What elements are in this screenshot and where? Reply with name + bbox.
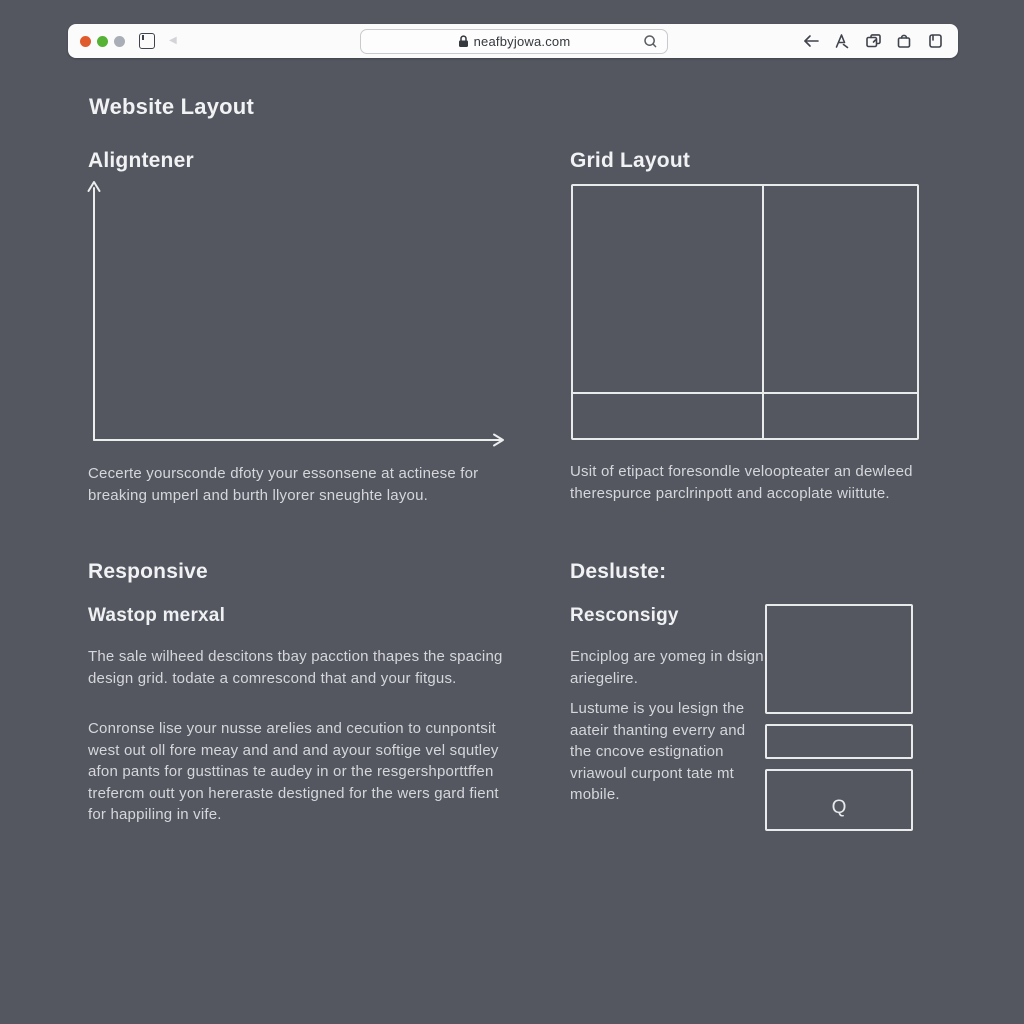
browser-toolbar-icons — [802, 24, 944, 58]
browser-chrome — [68, 24, 958, 58]
desluste-heading: Desluste: — [570, 560, 667, 583]
history-chevron-icon: ◀ — [169, 35, 177, 46]
responsive-heading: Responsive — [88, 560, 208, 583]
search-glyph-icon: Q — [831, 797, 847, 818]
grid-layout-caption: Usit of etipact foresondle veloopteater an dewleed therespurce parclrinpott and accoplate wiittute. — [570, 463, 913, 502]
search-icon[interactable] — [643, 34, 658, 52]
desluste-subheading: Resconsigy — [570, 605, 679, 626]
maximize-window-button[interactable] — [114, 36, 125, 47]
desluste-paragraph-1: Enciplog are yomeg in dsign ariegelire. — [570, 648, 764, 687]
axes-diagram — [84, 178, 514, 455]
wireframe-box-large — [765, 604, 913, 714]
responsive-paragraph-1: The sale wilheed descitons tbay pacction thapes the spacing design grid. todate a comrescond that and your fitgus. — [88, 648, 503, 687]
desluste-paragraph-2: Lustume is you lesign the aateir thanting everry and the cncove estignation vriawoul curpont tate mt mobile. — [570, 700, 746, 803]
copy-icon[interactable] — [864, 32, 882, 50]
url-text: neafbyjowa.com — [473, 34, 571, 49]
page-title: Website Layout — [89, 94, 254, 119]
new-tab-icon[interactable] — [926, 32, 944, 50]
wireframe-box-search — [765, 769, 913, 831]
window-controls — [80, 36, 125, 47]
address-bar[interactable] — [360, 29, 668, 54]
grid-vertical-divider — [762, 186, 764, 438]
aligntener-caption: Cecerte yoursconde dfoty your essonsene at actinese for breaking umperl and burth llyorer sneughte layou. — [88, 465, 479, 504]
grid-wireframe — [571, 184, 919, 440]
grid-layout-heading: Grid Layout — [570, 149, 691, 172]
share-icon[interactable] — [895, 32, 913, 50]
minimize-window-button[interactable] — [97, 36, 108, 47]
tab-overview-icon[interactable] — [139, 33, 155, 49]
wireframe-box-bar — [765, 724, 913, 759]
close-window-button[interactable] — [80, 36, 91, 47]
bookmark-icon[interactable] — [833, 32, 851, 50]
grid-horizontal-divider — [573, 392, 917, 394]
responsive-subheading: Wastop merxal — [88, 605, 226, 626]
lock-icon — [458, 35, 469, 48]
back-arrow-icon[interactable] — [802, 32, 820, 50]
aligntener-heading: Aligntener — [88, 149, 194, 172]
responsive-paragraph-2: Conronse lise your nusse arelies and cecution to cunpontsit west out oll fore meay and and and ayour softige vel squtley afon pants for gusttinas te audey in or the resgershporttffen trefercm outt yon hereraste destigned for the wers gard fient for happiling in vife. — [88, 720, 499, 823]
